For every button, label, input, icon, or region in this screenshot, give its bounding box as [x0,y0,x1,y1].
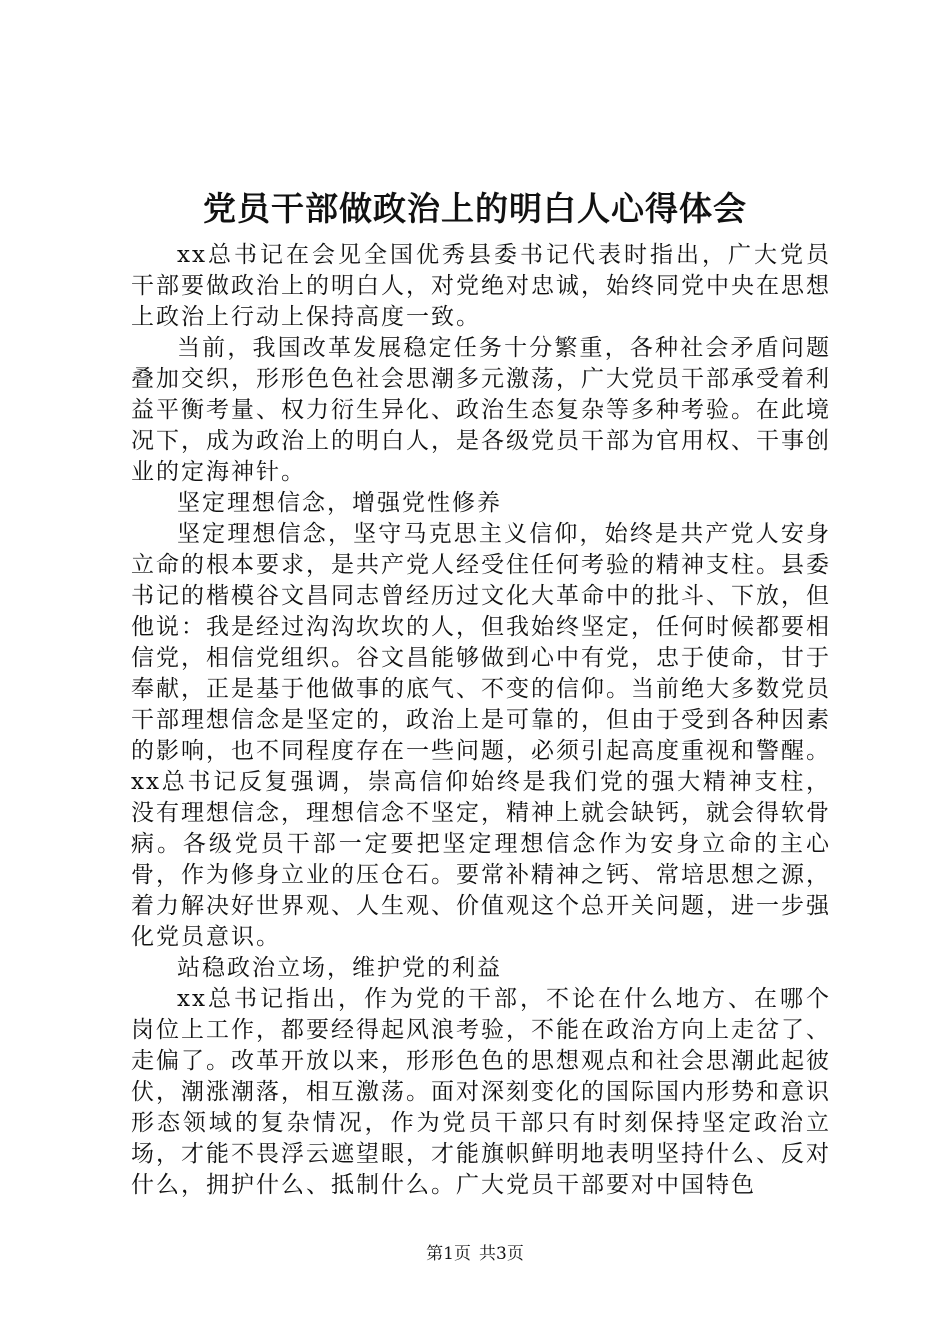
page-total: 共3页 [479,1244,524,1264]
document-body [131,240,831,1201]
section-heading-ideals: 坚定理想信念，增强党性修养 [177,490,502,516]
section-heading-stance: 站稳政治立场，维护党的利益 [177,955,502,981]
paragraph-ideals: 坚定理想信念，坚守马克思主义信仰，始终是共产党人安身立命的根本要求，是共产党人经受住任何考验的精神支柱。县委书记的楷模谷文昌同志曾经历过文化大革命中的批斗、下放，但他说：我是经过沟沟坎坎的人，但我始终坚定，任何时候都要相信党，相信党组织。谷文昌能够做到心中有党，忠于使命，甘于奉献，正是基于他做事的底气、不变的信仰。当前绝大多数党员干部理想信念是坚定的，政治上是可靠的，但由于受到各种因素的影响，也不同程度存在一些问题，必须引起高度重视和警醒。xx总书记反复强调，崇高信仰始终是我们党的强大精神支柱，没有理想信念，理想信念不坚定，精神上就会缺钙，就会得软骨病。各级党员干部一定要把坚定理想信念作为安身立命的主心骨，作为修身立业的压仓石。要常补精神之钙、常培思想之源，着力解决好世界观、人生观、价值观这个总开关问题，进一步强化党员意识。 [131,521,831,950]
paragraph-context: 当前，我国改革发展稳定任务十分繁重，各种社会矛盾问题叠加交织，形形色色社会思潮多元激荡，广大党员干部承受着利益平衡考量、权力衍生异化、政治生态复杂等多种考验。在此境况下，成为政治上的明白人，是各级党员干部为官用权、干事创业的定海神针。 [131,335,831,485]
page-footer [0,1243,950,1265]
paragraph-stance: xx总书记指出，作为党的干部，不论在什么地方、在哪个岗位上工作，都要经得起风浪考验，不能在政治方向上走岔了、走偏了。改革开放以来，形形色色的思想观点和社会思潮此起彼伏，潮涨潮落，相互激荡。面对深刻变化的国际国内形势和意识形态领域的复杂情况，作为党员干部只有时刻保持坚定政治立场，才能不畏浮云遮望眼，才能旗帜鲜明地表明坚持什么、反对什么，拥护什么、抵制什么。广大党员干部要对中国特色 [131,986,831,1198]
page-number: 第1页 [426,1244,471,1264]
paragraph-intro: xx总书记在会见全国优秀县委书记代表时指出，广大党员干部要做政治上的明白人，对党绝对忠诚，始终同党中央在思想上政治上行动上保持高度一致。 [131,242,831,330]
document-title: 党员干部做政治上的明白人心得体会 [203,189,747,228]
